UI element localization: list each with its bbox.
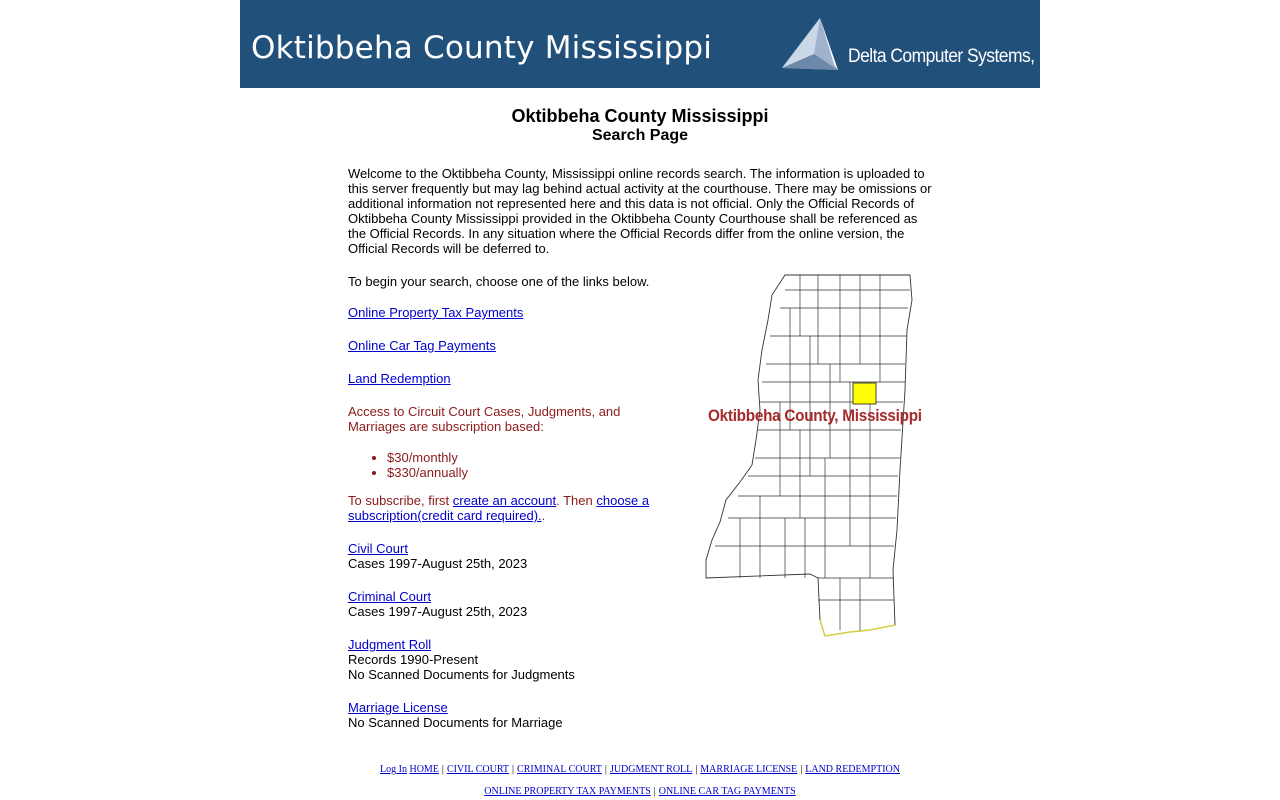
- choose-subscription-link[interactable]: choose a subscription(credit card required).: [348, 493, 650, 523]
- company-name: Delta Computer Systems, Inc.: [848, 46, 1065, 67]
- marriage-license-link[interactable]: Marriage License: [348, 700, 448, 715]
- price-list: [348, 450, 468, 480]
- marriage-license-note: No Scanned Documents for Marriage: [348, 715, 563, 730]
- land-redemption-block: [348, 371, 451, 386]
- footer-separator: |: [512, 764, 515, 775]
- judgment-roll-block: [348, 637, 575, 682]
- footer-separator: |: [604, 764, 607, 775]
- banner-title: Oktibbeha County Mississippi: [251, 30, 713, 66]
- judgment-roll-range: Records 1990-Present: [348, 652, 479, 667]
- car-tag-block: [348, 338, 496, 353]
- criminal-court-link[interactable]: Criminal Court: [348, 589, 432, 604]
- footer-land-redemption-link[interactable]: LAND REDEMPTION: [805, 764, 900, 775]
- subscribe-instructions: [348, 493, 678, 523]
- footer-property-tax-link[interactable]: ONLINE PROPERTY TAX PAYMENTS: [484, 786, 651, 797]
- begin-instructions: To begin your search, choose one of the links below.: [348, 274, 650, 289]
- car-tag-link[interactable]: Online Car Tag Payments: [348, 338, 496, 353]
- subscription-note: Access to Circuit Court Cases, Judgments, and Marriages are subscription based:: [348, 404, 621, 434]
- page-subtitle: Search Page: [591, 127, 689, 144]
- footer-separator: |: [441, 764, 444, 775]
- footer-separator: |: [800, 764, 803, 775]
- judgment-roll-note: No Scanned Documents for Judgments: [348, 667, 575, 682]
- subscribe-prefix: To subscribe, first: [348, 493, 453, 508]
- property-tax-link[interactable]: Online Property Tax Payments: [348, 305, 524, 320]
- header-banner: [240, 0, 1065, 88]
- price-monthly: • $30/monthly: [387, 450, 468, 465]
- footer-criminal-court-link[interactable]: CRIMINAL COURT: [517, 764, 602, 775]
- page-heading: [0, 106, 1280, 145]
- judgment-roll-link[interactable]: Judgment Roll: [348, 637, 432, 652]
- criminal-court-range: Cases 1997-August 25th, 2023: [348, 604, 528, 619]
- footer-separator: |: [695, 764, 698, 775]
- footer-civil-court-link[interactable]: CIVIL COURT: [446, 764, 510, 775]
- footer-login-link[interactable]: Log In: [380, 764, 407, 775]
- footer-nav-row-1: [0, 764, 1280, 775]
- land-redemption-link[interactable]: Land Redemption: [348, 371, 451, 386]
- price-annual: • $330/annually: [387, 465, 468, 480]
- civil-court-block: [348, 541, 527, 571]
- criminal-court-block: [348, 589, 527, 619]
- property-tax-block: [348, 305, 523, 320]
- subscribe-suffix: .: [541, 508, 546, 523]
- marriage-license-block: [348, 700, 563, 730]
- footer-nav-row-2: [0, 786, 1280, 797]
- map-label: Oktibbeha County, Mississippi: [708, 406, 922, 425]
- footer-home-link[interactable]: HOME: [409, 764, 439, 775]
- oktibbeha-county-highlight: [853, 383, 876, 404]
- mississippi-county-map: [700, 270, 930, 642]
- intro-paragraph: Welcome to the Oktibbeha County, Mississippi online records search. The information is uploaded to this server frequently but may lag behind actual activity at the courthouse. There may be omissions or additional information not represented here and this data is not official. Only the Official Records of Oktibbeha County Mississippi provided in the Oktibbeha County Courthouse shall be referenced as the Official Records. In any situation where the Official Records differ from the online version, the Official Records will be deferred to.: [348, 166, 932, 256]
- page-title: Oktibbeha County Mississippi: [511, 106, 769, 126]
- subscribe-then: . Then: [556, 493, 597, 508]
- footer-car-tag-link[interactable]: ONLINE CAR TAG PAYMENTS: [658, 786, 796, 797]
- create-account-link[interactable]: create an account: [452, 493, 557, 508]
- footer-judgment-roll-link[interactable]: JUDGMENT ROLL: [609, 764, 693, 775]
- footer-marriage-license-link[interactable]: MARRIAGE LICENSE: [700, 764, 798, 775]
- civil-court-link[interactable]: Civil Court: [348, 541, 408, 556]
- civil-court-range: Cases 1997-August 25th, 2023: [348, 556, 528, 571]
- footer-separator: |: [653, 786, 656, 797]
